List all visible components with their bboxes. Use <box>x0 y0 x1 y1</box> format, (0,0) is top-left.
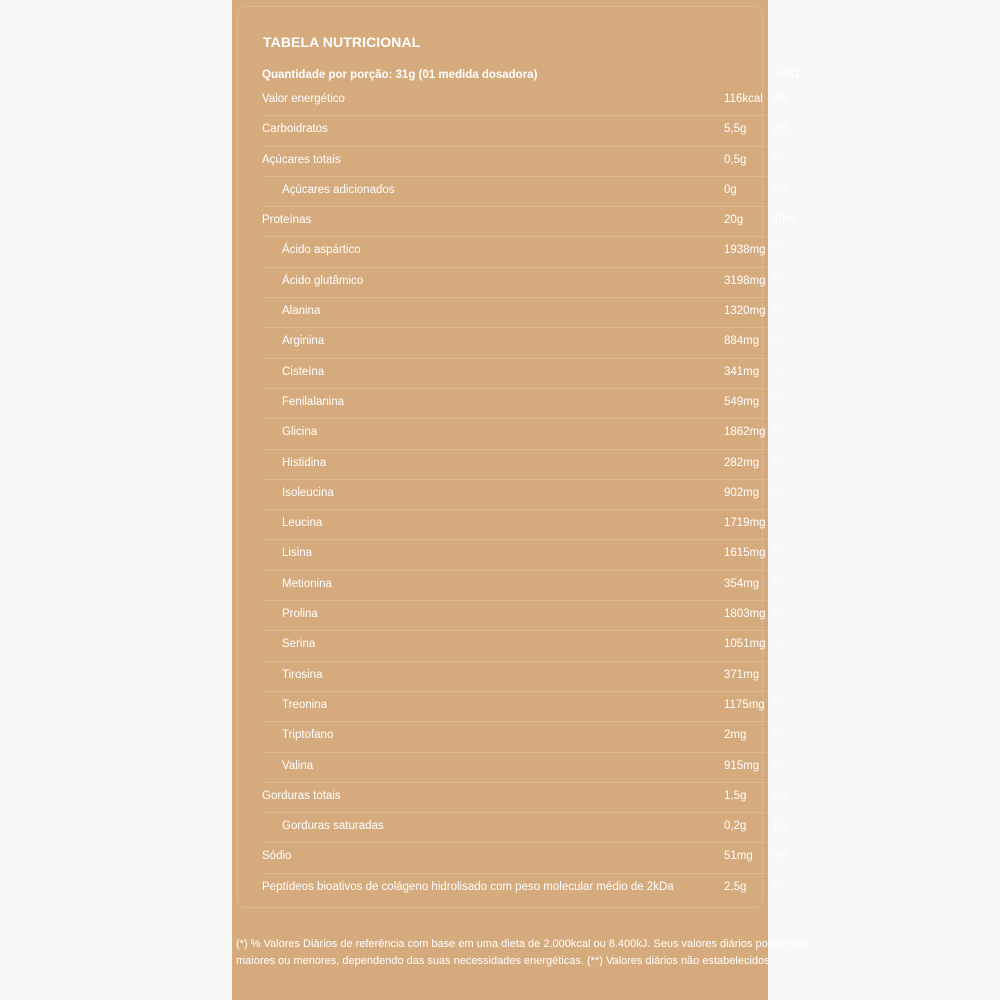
nutrient-vd: ** <box>772 698 781 711</box>
table-row <box>262 450 814 480</box>
nutrient-vd: ** <box>772 244 781 257</box>
nutrient-amount: 1051mg <box>724 638 766 651</box>
table-row <box>262 177 814 207</box>
nutrient-amount: 915mg <box>724 759 760 772</box>
table-row <box>262 510 814 540</box>
nutrient-name: Peptídeos bioativos de colágeno hidrolisado com peso molecular médio de 2kDa <box>262 880 674 893</box>
nutrient-vd: ** <box>772 759 781 772</box>
nutrient-amount: 1175mg <box>724 698 765 711</box>
nutrient-name: Leucina <box>282 517 323 530</box>
nutrient-name: Proteínas <box>262 214 312 227</box>
table-row <box>262 480 814 510</box>
nutrient-amount: 3198mg <box>724 274 766 287</box>
nutrient-name: Alanina <box>282 305 321 318</box>
nutrient-name: Ácido glutâmico <box>282 274 364 287</box>
nutrient-name: Tirosina <box>282 668 323 681</box>
nutrient-vd: ** <box>772 305 781 318</box>
nutrient-vd: ** <box>772 395 781 408</box>
nutrient-name: Triptofano <box>282 729 334 742</box>
table-row <box>262 783 814 813</box>
table-row <box>262 328 814 358</box>
nutrition-card <box>232 0 808 1000</box>
nutrient-name: Carboidratos <box>262 123 328 136</box>
nutrient-amount: 341mg <box>724 365 760 378</box>
nutrient-name: Gorduras totais <box>262 789 341 802</box>
nutrient-vd: ** <box>772 577 781 590</box>
table-row <box>262 298 814 328</box>
table-row <box>262 147 814 177</box>
nutrient-amount: 116kcal <box>724 93 763 105</box>
nutrient-amount: 282mg <box>724 456 760 469</box>
table-row <box>262 843 814 873</box>
nutrient-vd: ** <box>772 608 781 621</box>
nutrient-name: Valina <box>282 759 314 772</box>
nutrient-name: Valor energético <box>262 93 345 105</box>
nutrient-amount: 1938mg <box>724 244 766 257</box>
left-margin <box>0 0 232 1000</box>
nutrient-name: Cisteína <box>282 365 325 378</box>
nutrient-amount: 884mg <box>724 335 760 348</box>
nutrient-vd: 2% <box>772 789 789 802</box>
table-body <box>262 86 814 904</box>
nutrient-amount: 549mg <box>724 395 760 408</box>
table-row <box>262 359 814 389</box>
nutrient-amount: 2,5g <box>724 880 747 893</box>
nutrient-name: Sódio <box>262 850 292 863</box>
table-title: TABELA NUTRICIONAL <box>263 34 421 50</box>
nutrient-amount: 1719mg <box>724 517 766 530</box>
nutrient-name: Arginina <box>282 335 325 348</box>
nutrient-amount: 1615mg <box>724 547 766 560</box>
nutrient-amount: 1,5g <box>724 789 747 802</box>
table-row <box>262 207 814 237</box>
table-header <box>262 66 814 86</box>
nutrient-vd: ** <box>772 517 781 530</box>
nutrient-amount: 5,5g <box>724 123 747 136</box>
nutrient-amount: 2mg <box>724 729 747 742</box>
nutrient-amount: 51mg <box>724 850 753 863</box>
nutrient-vd: ** <box>772 547 781 560</box>
nutrient-vd: ** <box>772 668 781 681</box>
table-row <box>262 540 814 570</box>
nutrient-amount: 1862mg <box>724 426 766 439</box>
vd-header: %VD* <box>773 69 804 81</box>
table-row <box>262 419 814 449</box>
nutrient-vd: 40% <box>772 214 796 227</box>
nutrient-vd: 3% <box>772 850 789 863</box>
nutrient-name: Treonina <box>282 698 327 711</box>
nutrient-vd: 0% <box>772 183 789 196</box>
nutrient-vd: ** <box>772 365 781 378</box>
nutrient-name: Isoleucina <box>282 486 334 499</box>
portion-label: Quantidade por porção: 31g (01 medida dosadora) <box>262 69 538 81</box>
nutrient-amount: 902mg <box>724 486 760 499</box>
table-row <box>262 86 814 116</box>
nutrient-vd: ** <box>772 638 781 651</box>
nutrient-vd: ** <box>772 274 781 287</box>
nutrient-amount: 0g <box>724 183 737 196</box>
nutrient-vd: ** <box>772 153 781 166</box>
table-row <box>262 692 814 722</box>
nutrient-name: Serina <box>282 638 316 651</box>
nutrient-vd: ** <box>772 335 781 348</box>
nutrient-amount: 1320mg <box>724 305 766 318</box>
nutrient-amount: 1803mg <box>724 608 766 621</box>
table-row <box>262 389 814 419</box>
nutrient-vd: 2% <box>772 123 789 136</box>
nutrient-amount: 0,5g <box>724 153 747 166</box>
nutrient-vd: 6% <box>772 93 789 105</box>
table-row <box>262 813 814 843</box>
table-row <box>262 571 814 601</box>
footnote: (*) % Valores Diários de referência com base em uma dieta de 2.000kcal ou 8.400kJ. Seus valores diários podem ser maiores ou menores, dependendo das suas necessidades energéticas. (**) Valores diários não estabelecidos. <box>236 938 808 967</box>
nutrient-vd: ** <box>772 880 781 893</box>
nutrient-name: Metionina <box>282 577 332 590</box>
nutrient-name: Lisina <box>282 547 313 560</box>
nutrient-vd: 1% <box>772 820 789 833</box>
nutrient-name: Glicina <box>282 426 318 439</box>
table-row <box>262 268 814 298</box>
table-row <box>262 722 814 752</box>
nutrient-amount: 354mg <box>724 577 760 590</box>
table-row <box>262 631 814 661</box>
nutrient-vd: ** <box>772 729 781 742</box>
nutrient-vd: ** <box>772 456 781 469</box>
nutrition-table <box>262 66 814 904</box>
nutrient-name: Açúcares totais <box>262 153 341 166</box>
nutrient-name: Açúcares adicionados <box>282 183 395 196</box>
table-row <box>262 116 814 146</box>
nutrition-panel <box>237 6 804 908</box>
table-row <box>262 601 814 631</box>
table-row <box>262 237 814 267</box>
nutrient-name: Fenilalanina <box>282 395 345 408</box>
nutrient-name: Ácido aspártico <box>282 244 361 257</box>
nutrient-vd: ** <box>772 486 781 499</box>
nutrient-amount: 0,2g <box>724 820 747 833</box>
nutrient-name: Prolina <box>282 608 318 621</box>
nutrient-name: Histidina <box>282 456 327 469</box>
nutrient-name: Gorduras saturadas <box>282 820 384 833</box>
table-row <box>262 874 814 904</box>
nutrient-vd: ** <box>772 426 781 439</box>
nutrient-amount: 371mg <box>724 668 760 681</box>
table-row <box>262 753 814 783</box>
table-row <box>262 662 814 692</box>
nutrient-amount: 20g <box>724 214 744 227</box>
